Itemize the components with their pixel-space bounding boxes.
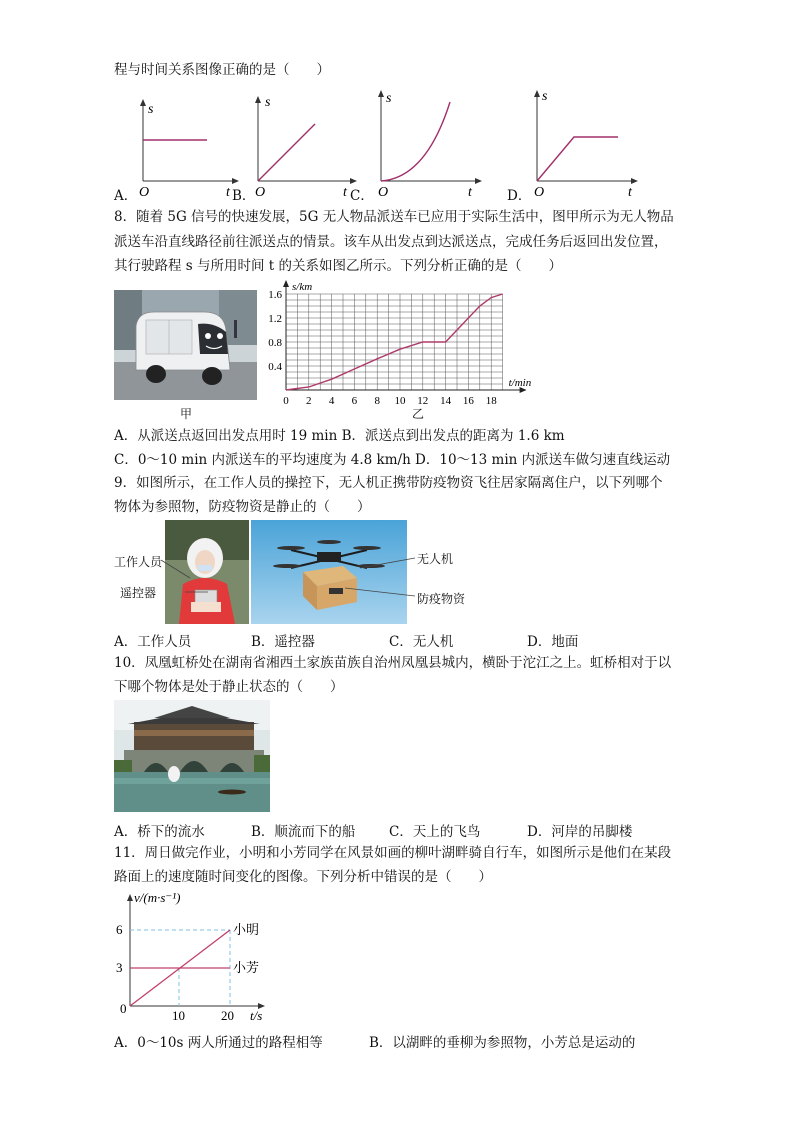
q7-graph-b [243, 88, 363, 200]
q7c-t-label: t [468, 185, 472, 200]
x-tick-label: 8 [374, 395, 380, 407]
q7a-origin: O [139, 185, 150, 200]
q8-distance-time-chart [262, 280, 552, 420]
q9-label-remote: 遥控器 [120, 586, 157, 600]
x-axis-label: t/min [508, 377, 532, 389]
x-tick-label: 18 [485, 395, 497, 407]
q10-option-b[interactable]: B．顺流而下的船 [251, 824, 356, 840]
q11-ytick-3: 3 [116, 960, 123, 975]
q7d-s-label: s [542, 89, 548, 104]
q7a-s-label: s [148, 102, 154, 117]
q10-bridge-photo [114, 700, 270, 812]
q7d-origin: O [534, 185, 545, 200]
q10-option-a[interactable]: A．桥下的流水 [114, 824, 205, 840]
q8-options-line-2[interactable]: C．0～10 min 内派送车的平均速度为 4.8 km/h D．10～13 min 内派送车做匀速直线运动 [114, 452, 671, 468]
y-tick-label: 0.8 [268, 337, 282, 349]
q8-stem-line-3: 其行驶路程 s 与所用时间 t 的关系如图乙所示。下列分析正确的是（ ） [114, 258, 563, 274]
q9-option-d[interactable]: D．地面 [527, 634, 579, 650]
y-tick-label: 1.2 [268, 313, 282, 325]
q9-option-b[interactable]: B．遥控器 [251, 634, 315, 650]
q11-ylabel: v/(m·s⁻¹) [134, 890, 181, 905]
x-tick-label: 12 [417, 395, 429, 407]
q11-velocity-time-graph [110, 885, 290, 1025]
q10-option-d[interactable]: D．河岸的吊脚楼 [527, 824, 633, 840]
x-tick-label: 2 [306, 395, 312, 407]
x-tick-label: 0 [283, 395, 289, 407]
q7-graph-a [125, 95, 245, 200]
q11-ytick-6: 6 [116, 922, 123, 937]
q8-options-line-1[interactable]: A．从派送点返回出发点用时 19 min B．派送点到出发点的距离为 1.6 km [114, 428, 565, 444]
q8-caption-yi: 乙 [412, 407, 425, 421]
q7-stem: 程与时间关系图像正确的是（ ） [114, 62, 330, 78]
q9-stem-line-2: 物体为参照物，防疫物资是静止的（ ） [114, 499, 371, 515]
q7-graph-d [522, 82, 642, 200]
x-tick-label: 10 [394, 395, 406, 407]
q11-option-a[interactable]: A．0～10s 两人所通过的路程相等 [114, 1035, 323, 1051]
x-tick-label: 16 [462, 395, 474, 407]
q11-xlabel: t/s [250, 1008, 263, 1023]
q11-origin: 0 [120, 1001, 127, 1016]
x-tick-label: 14 [440, 395, 452, 407]
q7d-t-label: t [628, 185, 632, 200]
q10-stem-line-1: 10．凤凰虹桥处在湖南省湘西土家族苗族自治州凤凰县城内，横卧于沱江之上。虹桥相对于以 [114, 655, 672, 671]
q8-caption-jia: 甲 [180, 407, 193, 421]
x-tick-label: 4 [328, 395, 335, 407]
q7a-t-label: t [226, 185, 230, 200]
q9-option-a[interactable]: A．工作人员 [114, 634, 192, 650]
q9-label-worker: 工作人员 [114, 555, 163, 569]
q7b-t-label: t [343, 185, 347, 200]
q10-option-c[interactable]: C．天上的飞鸟 [389, 824, 481, 840]
q11-option-b[interactable]: B．以湖畔的垂柳为参照物，小芳总是运动的 [369, 1035, 636, 1051]
q9-label-drone: 无人机 [417, 552, 454, 566]
q10-stem-line-2: 下哪个物体是处于静止状态的（ ） [114, 679, 344, 695]
q7-option-c[interactable]: C． [350, 188, 374, 204]
q7b-s-label: s [265, 95, 271, 110]
q11-label-xiaofang: 小芳 [233, 960, 260, 975]
q11-stem-line-1: 11．周日做完作业，小明和小芳同学在风景如画的柳叶湖畔骑自行车，如图所示是他们在某段 [114, 845, 672, 861]
x-tick-label: 6 [351, 395, 358, 407]
q9-label-supplies: 防疫物资 [417, 592, 466, 606]
q9-label-leaders [160, 540, 460, 610]
y-axis-label: s/km [292, 281, 313, 293]
q7-option-a[interactable]: A． [114, 188, 138, 204]
q11-label-xiaoming: 小明 [233, 922, 260, 937]
y-tick-label: 0.4 [268, 361, 282, 373]
y-tick-label: 1.6 [268, 289, 282, 301]
q8-stem-line-1: 8．随着 5G 信号的快速发展，5G 无人物品派送车已应用于实际生活中，图甲所示为无人物品 [114, 209, 674, 225]
q7c-s-label: s [386, 91, 392, 106]
q7c-origin: O [378, 185, 389, 200]
y-axis-arrow [283, 280, 289, 287]
q11-xtick-20: 20 [221, 1008, 234, 1023]
q9-stem-line-1: 9．如图所示，在工作人员的操控下，无人机正携带防疫物资飞往居家隔离住户，以下列哪个 [114, 475, 663, 491]
q8-stem-line-2: 派送车沿直线路径前往派送点的情景。该车从出发点到达派送点，完成任务后返回出发位置， [114, 234, 668, 250]
q11-stem-line-2: 路面上的速度随时间变化的图像。下列分析中错误的是（ ） [114, 869, 492, 885]
q7-option-d[interactable]: D． [507, 188, 532, 204]
q7-graph-c [366, 82, 491, 200]
q7-option-b[interactable]: B． [232, 188, 256, 204]
q8-delivery-vehicle-photo [114, 290, 257, 400]
q7b-origin: O [255, 185, 266, 200]
q9-option-c[interactable]: C．无人机 [389, 634, 454, 650]
q11-xtick-10: 10 [172, 1008, 185, 1023]
